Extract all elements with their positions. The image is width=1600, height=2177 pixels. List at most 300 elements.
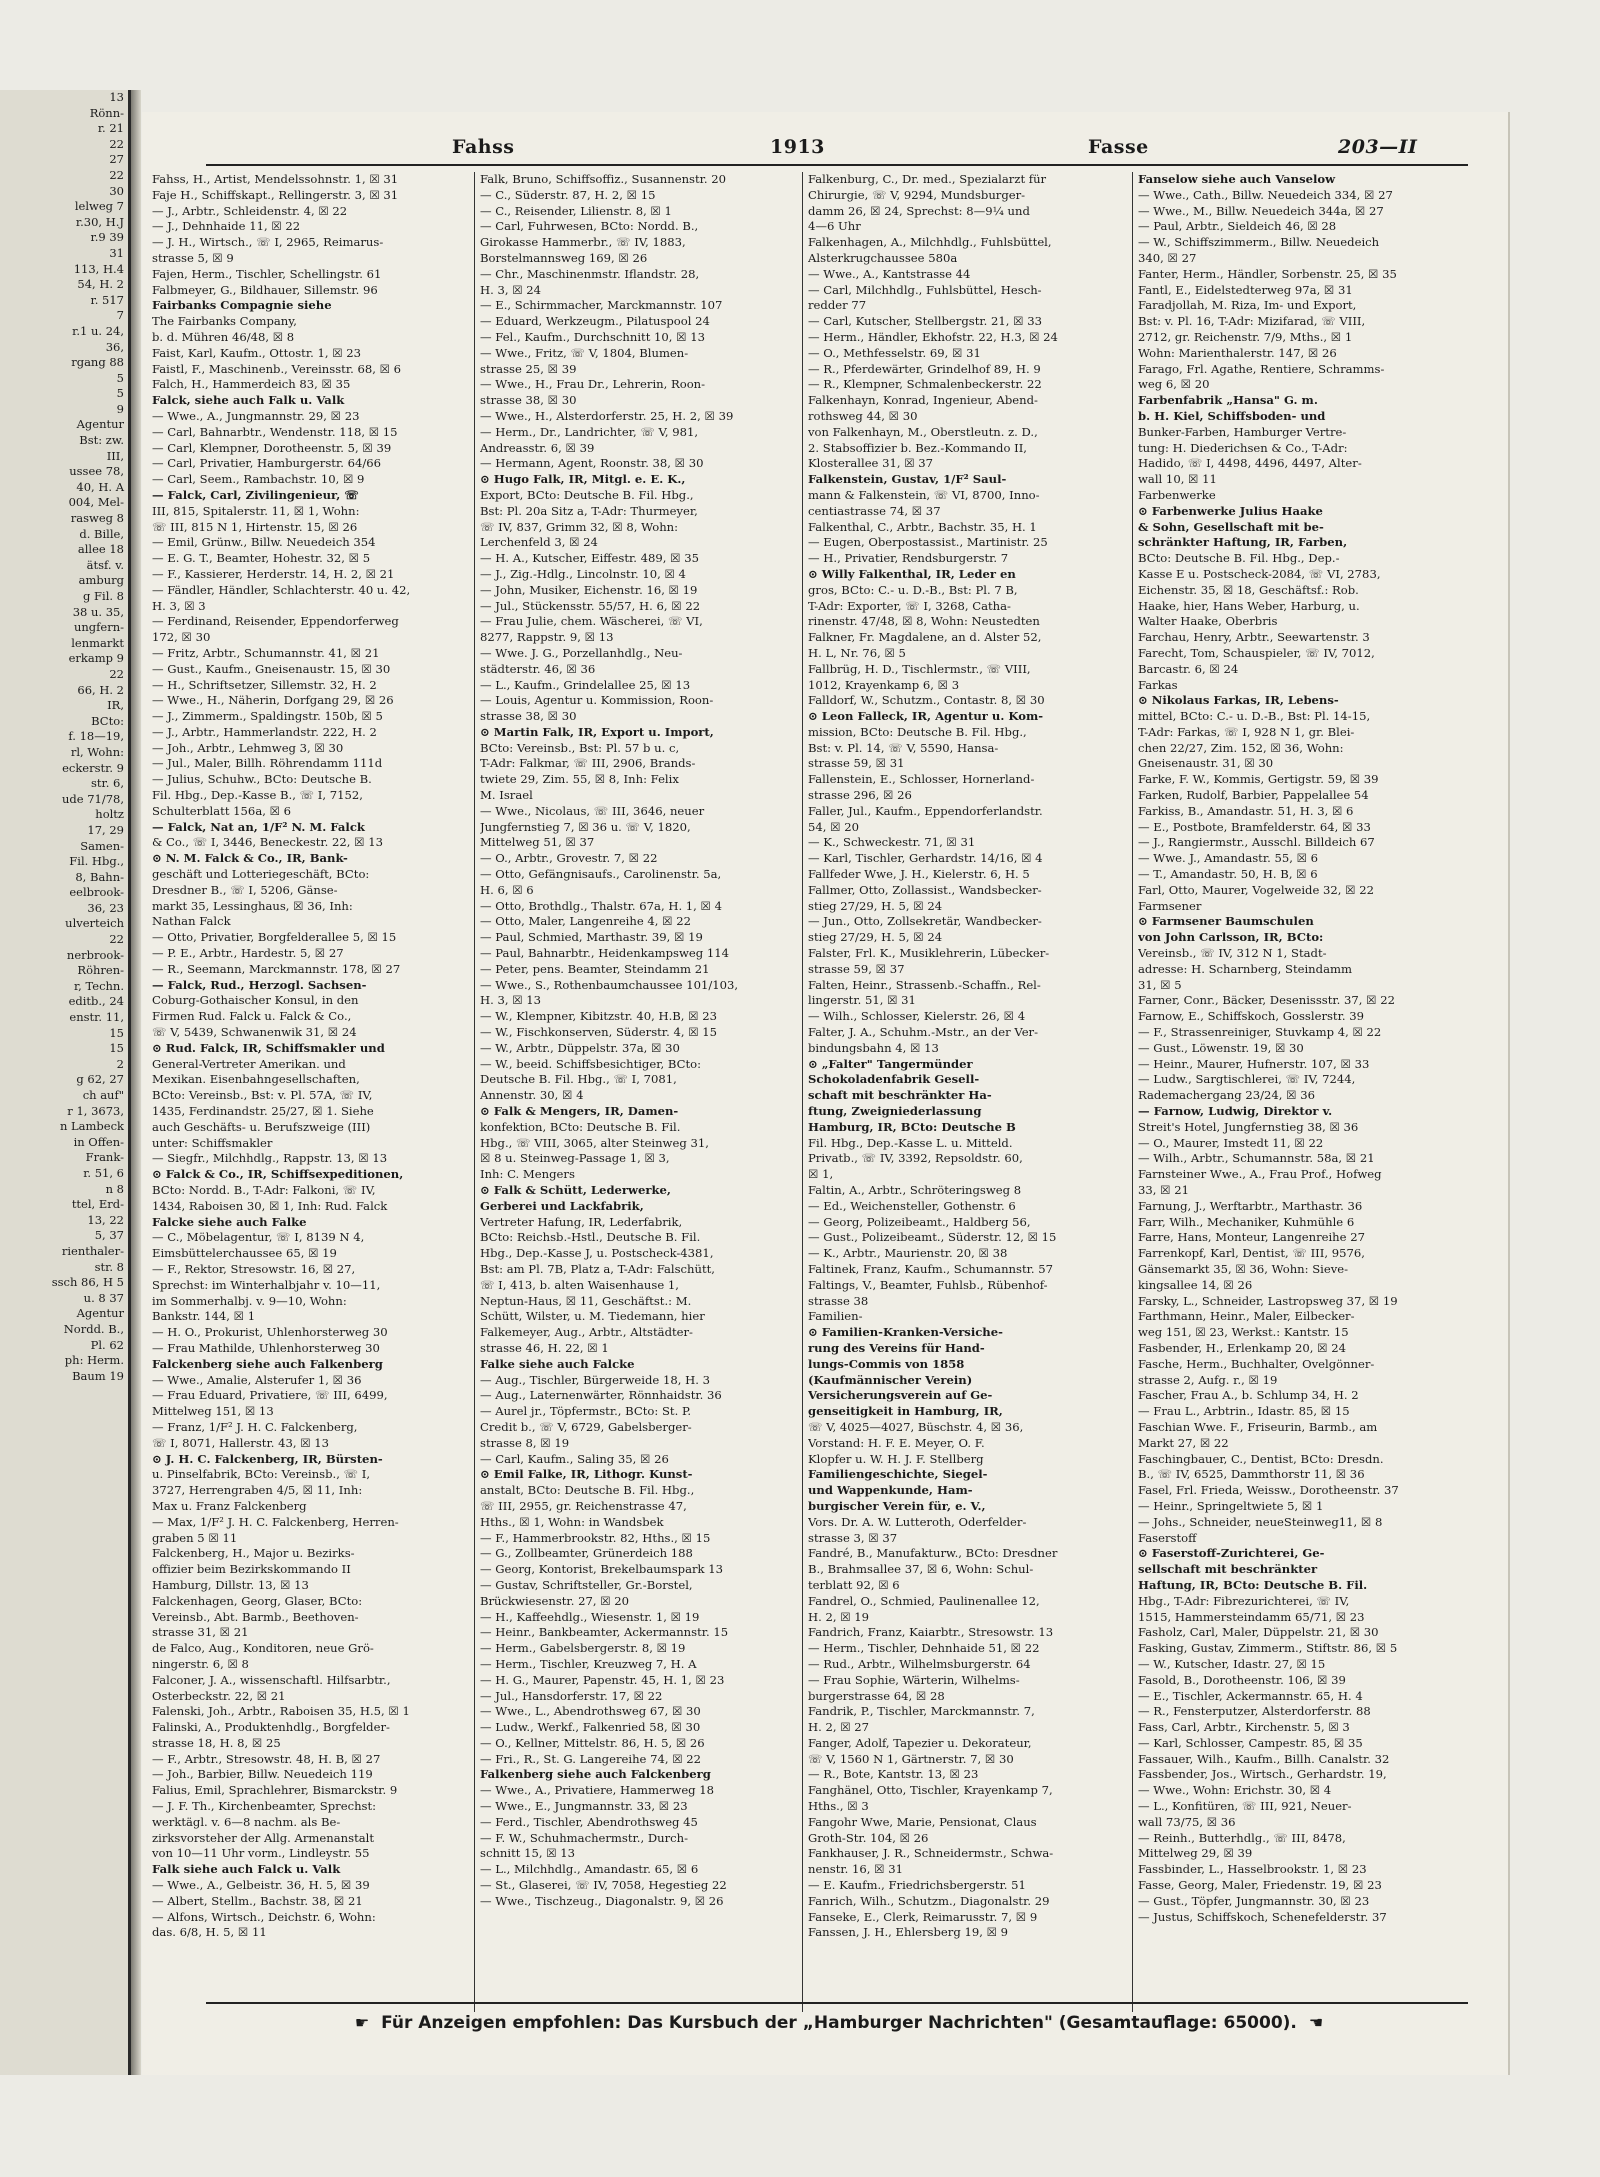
directory-entry-line: 1434, Raboisen 30, ☒ 1, Inh: Rud. Falck xyxy=(152,1198,388,1213)
directory-entry-line: — F., Rektor, Stresowstr. 16, ☒ 27, xyxy=(152,1261,356,1276)
directory-entry-line: — J. H., Wirtsch., ☏ I, 2965, Reimarus- xyxy=(152,235,384,250)
directory-entry-line: — Eugen, Oberpostassist., Martinistr. 25 xyxy=(808,535,1048,550)
directory-entry-line: H. 3, ☒ 13 xyxy=(480,993,542,1008)
directory-entry-line: Fanselow siehe auch Vanselow xyxy=(1138,172,1336,186)
left-page-fragment: r. 517 xyxy=(90,292,124,307)
directory-entry-line: Falkenhayn, Konrad, Ingenieur, Abend- xyxy=(808,393,1038,408)
directory-entry-line: Fassauer, Wilh., Kaufm., Billh. Canalstr. 32 xyxy=(1138,1751,1390,1766)
directory-entry-line: — Joh., Barbier, Billw. Neuedeich 119 xyxy=(152,1767,373,1782)
directory-entry-line: — W., Klempner, Kibitzstr. 40, H.B, ☒ 23 xyxy=(480,1009,717,1024)
directory-entry-line: markt 35, Lessinghaus, ☒ 36, Inh: xyxy=(152,898,353,913)
directory-entry-line: Hadido, ☏ I, 4498, 4496, 4497, Alter- xyxy=(1138,456,1362,471)
directory-entry-line: Streit's Hotel, Jungfernstieg 38, ☒ 36 xyxy=(1138,1119,1359,1134)
directory-entry-line: von 10—11 Uhr vorm., Lindleystr. 55 xyxy=(152,1846,370,1861)
directory-entry-line: Fanter, Herm., Händler, Sorbenstr. 25, ☒ 35 xyxy=(1138,266,1397,281)
left-page-fragment: Frank- xyxy=(85,1150,124,1165)
directory-entry-line: — Johs., Schneider, neueSteinweg11, ☒ 8 xyxy=(1138,1514,1383,1529)
directory-entry-line: Credit b., ☏ V, 6729, Gabelsberger- xyxy=(480,1419,692,1434)
directory-entry-line: — Carl, Kutscher, Stellbergstr. 21, ☒ 33 xyxy=(808,314,1042,329)
left-page-fragment: ätsf. v. xyxy=(86,557,124,572)
directory-entry-line: — Carl, Klempner, Dorotheenstr. 5, ☒ 39 xyxy=(152,440,392,455)
directory-entry-line: — Wilh., Schlosser, Kielerstr. 26, ☒ 4 xyxy=(808,1009,1026,1024)
directory-entry-line: ☒ 1, xyxy=(808,1167,834,1182)
directory-entry-line: Borstelmannsweg 169, ☒ 26 xyxy=(480,250,648,265)
left-page-fragment: Fil. Hbg., xyxy=(69,854,124,869)
directory-entry-line: ⊙ Leon Falleck, IR, Agentur u. Kom- xyxy=(808,709,1044,724)
directory-entry-line: — Wwe., Wohn: Erichstr. 30, ☒ 4 xyxy=(1138,1783,1332,1798)
directory-entry-line: ☏ V, 4025—4027, Büschstr. 4, ☒ 36, xyxy=(808,1419,1024,1434)
directory-entry-line: — F. W., Schuhmachermstr., Durch- xyxy=(480,1830,689,1845)
directory-entry-line: — Farnow, Ludwig, Direktor v. xyxy=(1138,1104,1333,1119)
directory-entry-line: strasse 31, ☒ 21 xyxy=(152,1625,249,1640)
directory-entry-line: Faller, Jul., Kaufm., Eppendorferlandstr. xyxy=(808,803,1043,818)
directory-entry-line: Markt 27, ☒ 22 xyxy=(1138,1435,1229,1450)
directory-entry-line: ⊙ „Falter" Tangermünder xyxy=(808,1056,973,1071)
directory-entry-line: twiete 29, Zim. 55, ☒ 8, Inh: Felix xyxy=(480,772,679,787)
directory-entry-line: Haftung, IR, BCto: Deutsche B. Fil. xyxy=(1138,1577,1368,1592)
directory-entry-line: — Karl, Schlosser, Campestr. 85, ☒ 35 xyxy=(1138,1735,1363,1750)
directory-entry-line: — Frau Sophie, Wärterin, Wilhelms- xyxy=(808,1672,1020,1687)
left-page-fragment: 22 xyxy=(109,167,124,182)
directory-entry-line: B., ☏ IV, 6525, Dammthorstr 11, ☒ 36 xyxy=(1138,1467,1365,1482)
header-last-entry: Fasse xyxy=(1088,136,1149,158)
directory-entry-line: — F., Arbtr., Stresowstr. 48, H. B, ☒ 27 xyxy=(152,1751,381,1766)
directory-entry-line: ⊙ Farbenwerke Julius Haake xyxy=(1138,503,1323,518)
directory-entry-line: — Fändler, Händler, Schlachterstr. 40 u. 42, xyxy=(152,582,411,597)
directory-entry-line: Eichenstr. 35, ☒ 18, Geschäftsf.: Rob. xyxy=(1138,582,1359,597)
directory-entry-line: — Otto, Gefängnisaufs., Carolinenstr. 5a, xyxy=(480,867,722,882)
directory-entry-line: — Gust., Kaufm., Gneisenaustr. 15, ☒ 30 xyxy=(152,661,391,676)
directory-entry-line: und Wappenkunde, Ham- xyxy=(808,1483,973,1498)
directory-entry-line: Fangohr Wwe, Marie, Pensionat, Claus xyxy=(808,1814,1037,1829)
directory-entry-line: — Carl, Milchhdlg., Fuhlsbüttel, Hesch- xyxy=(808,282,1042,297)
directory-entry-line: Faltin, A., Arbtr., Schröteringsweg 8 xyxy=(808,1183,1022,1197)
directory-entry-line: Falbmeyer, G., Bildhauer, Sillemstr. 96 xyxy=(152,282,378,297)
directory-entry-line: Falch, H., Hammerdeich 83, ☒ 35 xyxy=(152,377,351,392)
directory-entry-line: Fanger, Adolf, Tapezier u. Dekorateur, xyxy=(808,1735,1032,1750)
directory-entry-line: — Ludw., Sargtischlerei, ☏ IV, 7244, xyxy=(1138,1072,1356,1087)
directory-entry-line: — Wwe., H., Frau Dr., Lehrerin, Roon- xyxy=(480,377,706,392)
directory-entry-line: Farbenfabrik „Hansa" G. m. xyxy=(1138,393,1318,408)
directory-entry-line: — J., Arbtr., Hammerlandstr. 222, H. 2 xyxy=(152,724,377,739)
directory-entry-line: — J., Rangiermstr., Ausschl. Billdeich 67 xyxy=(1138,835,1375,850)
directory-entry-line: Falck, siehe auch Falk u. Valk xyxy=(152,393,345,408)
directory-entry-line: Mittelweg 29, ☒ 39 xyxy=(1138,1846,1253,1861)
directory-entry-line: strasse 8, ☒ 19 xyxy=(480,1435,570,1450)
directory-entry-line: Falter, J. A., Schuhm.-Mstr., an der Ver- xyxy=(808,1025,1039,1040)
left-page-fragment: ulverteich xyxy=(65,916,124,931)
directory-entry-line: — E. Kaufm., Friedrichsbergerstr. 51 xyxy=(808,1878,1026,1893)
directory-entry-line: — F., Kassierer, Herderstr. 14, H. 2, ☒ 21 xyxy=(152,566,395,581)
directory-entry-line: tung: H. Diederichsen & Co., T-Adr: xyxy=(1138,440,1348,455)
left-page-fragment: editb., 24 xyxy=(68,994,124,1009)
directory-entry-line: mission, BCto: Deutsche B. Fil. Hbg., xyxy=(808,724,1027,739)
directory-entry-line: Faist, Karl, Kaufm., Ottostr. 1, ☒ 23 xyxy=(152,345,362,360)
directory-entry-line: Coburg-Gothaischer Konsul, in den xyxy=(152,993,359,1008)
directory-entry-line: — Aurel jr., Töpfermstr., BCto: St. P. xyxy=(480,1404,692,1419)
directory-entry-line: damm 26, ☒ 24, Sprechst: 8—9¼ und xyxy=(808,203,1030,218)
directory-entry-line: Farkas xyxy=(1138,677,1178,692)
directory-entry-line: — Frau Eduard, Privatiere, ☏ III, 6499, xyxy=(152,1388,388,1403)
directory-entry-line: ⊙ Emil Falke, IR, Lithogr. Kunst- xyxy=(480,1467,693,1482)
directory-entry-line: Fankhauser, J. R., Schneidermstr., Schwa- xyxy=(808,1846,1054,1861)
directory-entry-line: ⊙ Faserstoff-Zurichterei, Ge- xyxy=(1138,1546,1325,1561)
directory-entry-line: Brückwiesenstr. 27, ☒ 20 xyxy=(480,1593,630,1608)
left-page-fragment: rgang 88 xyxy=(71,355,124,370)
directory-entry-line: — Otto, Brothdlg., Thalstr. 67a, H. 1, ☒ 4 xyxy=(480,898,723,913)
directory-entry-line: — Louis, Agentur u. Kommission, Roon- xyxy=(480,693,714,708)
directory-entry-line: — Reinh., Butterhdlg., ☏ III, 8478, xyxy=(1138,1830,1346,1845)
directory-entry-line: — Jul., Maler, Billh. Röhrendamm 111d xyxy=(152,756,383,771)
directory-entry-line: lingerstr. 51, ☒ 31 xyxy=(808,993,916,1008)
directory-entry-line: 172, ☒ 30 xyxy=(152,630,211,645)
directory-entry-line: Bst: v. Pl. 14, ☏ V, 5590, Hansa- xyxy=(808,740,999,755)
left-page-fragment: 5 xyxy=(116,370,124,385)
directory-entry-line: — H., Kaffeehdlg., Wiesenstr. 1, ☒ 19 xyxy=(480,1609,700,1624)
footer-rule xyxy=(206,2002,1468,2004)
directory-entry-line: Hbg., Dep.-Kasse J, u. Postscheck-4381, xyxy=(480,1246,714,1261)
directory-entry-line: ⊙ Falk & Mengers, IR, Damen- xyxy=(480,1104,679,1119)
directory-entry-line: u. Pinselfabrik, BCto: Vereinsb., ☏ I, xyxy=(152,1467,371,1482)
directory-entry-line: chen 22/27, Zim. 152, ☒ 36, Wohn: xyxy=(1138,740,1344,755)
directory-entry-line: — O., Kellner, Mittelstr. 86, H. 5, ☒ 26 xyxy=(480,1735,705,1750)
directory-entry-line: General-Vertreter Amerikan. und xyxy=(152,1056,346,1071)
directory-entry-line: zirksvorsteher der Allg. Armenanstalt xyxy=(152,1830,375,1845)
directory-entry-line: Falcke siehe auch Falke xyxy=(152,1214,307,1229)
directory-entry-line: Fasbender, H., Erlenkamp 20, ☒ 24 xyxy=(1138,1340,1346,1355)
directory-entry-line: Fairbanks Compagnie siehe xyxy=(152,298,332,313)
directory-entry-line: Girokasse Hammerbr., ☏ IV, 1883, xyxy=(480,235,686,250)
directory-entry-line: 2712, gr. Reichenstr. 7/9, Mths., ☒ 1 xyxy=(1138,329,1353,344)
directory-entry-line: Fallenstein, E., Schlosser, Hornerland- xyxy=(808,772,1035,787)
left-page-fragment: 2 xyxy=(116,1056,124,1071)
directory-entry-line: anstalt, BCto: Deutsche B. Fil. Hbg., xyxy=(480,1483,695,1498)
directory-entry-line: weg 6, ☒ 20 xyxy=(1138,377,1210,392)
directory-entry-line: Fandrel, O., Schmied, Paulinenallee 12, xyxy=(808,1593,1040,1608)
left-page-fragment: ch auf" xyxy=(82,1088,124,1102)
directory-entry-line: Mittelweg 151, ☒ 13 xyxy=(152,1404,274,1419)
directory-entry-line: b. d. Mühren 46/48, ☒ 8 xyxy=(152,329,295,344)
left-page-fragment: 27 xyxy=(109,152,124,167)
directory-entry-line: städterstr. 46, ☒ 36 xyxy=(480,661,596,676)
directory-entry-line: Falius, Emil, Sprachlehrer, Bismarckstr. 9 xyxy=(152,1783,398,1798)
directory-entry-line: — R., Seemann, Marckmannstr. 178, ☒ 27 xyxy=(152,961,401,976)
directory-entry-line: — E., Tischler, Ackermannstr. 65, H. 4 xyxy=(1138,1688,1363,1703)
directory-entry-line: — Gust., Löwenstr. 19, ☒ 30 xyxy=(1138,1040,1304,1055)
directory-entry-line: Gneisenaustr. 31, ☒ 30 xyxy=(1138,756,1274,771)
directory-entry-line: Sprechst: im Winterhalbjahr v. 10—11, xyxy=(152,1277,381,1292)
directory-entry-line: Alsterkrugchaussee 580a xyxy=(808,250,958,265)
directory-entry-line: adresse: H. Scharnberg, Steindamm xyxy=(1138,961,1352,976)
left-page-fragment: 22 xyxy=(109,136,124,151)
directory-entry-line: ⊙ N. M. Falck & Co., IR, Bank- xyxy=(152,851,348,866)
left-page-fragment: amburg xyxy=(78,573,124,588)
left-page-fragment: in Offen- xyxy=(73,1134,124,1149)
directory-entry-line: — Fri., R., St. G. Langereihe 74, ☒ 22 xyxy=(480,1751,702,1766)
directory-entry-line: — Otto, Privatier, Borgfelderallee 5, ☒ 15 xyxy=(152,930,397,945)
left-page-fragment: nerbrook- xyxy=(66,947,124,962)
directory-entry-line: strasse 38 xyxy=(808,1293,869,1308)
directory-entry-line: Farthmann, Heinr., Maler, Eilbecker- xyxy=(1138,1309,1355,1324)
directory-entry-line: ☏ I, 8071, Hallerstr. 43, ☒ 13 xyxy=(152,1435,330,1450)
left-page-fragment: rasweg 8 xyxy=(70,511,124,526)
directory-entry-line: (Kaufmännischer Verein) xyxy=(808,1372,973,1387)
directory-entry-line: — Wilh., Arbtr., Schumannstr. 58a, ☒ 21 xyxy=(1138,1151,1375,1166)
directory-entry-line: Hbg., ☏ VIII, 3065, alter Steinweg 31, xyxy=(480,1135,709,1150)
directory-entry-line: — Aug., Laternenwärter, Rönnhaidstr. 36 xyxy=(480,1388,722,1403)
directory-entry-line: 8277, Rappstr. 9, ☒ 13 xyxy=(480,630,614,645)
left-page-fragment: 113, H.4 xyxy=(73,261,124,276)
page-footer xyxy=(214,2008,1464,2038)
left-page-fragment: 31 xyxy=(109,245,124,260)
directory-page xyxy=(142,112,1508,2075)
directory-entry-line: — Wwe., Tischzeug., Diagonalstr. 9, ☒ 26 xyxy=(480,1893,724,1908)
page-header xyxy=(208,136,1508,172)
directory-entry-line: — Jul., Stückensstr. 55/57, H. 6, ☒ 22 xyxy=(480,598,701,613)
directory-entry-line: Farr, Wilh., Mechaniker, Kuhmühle 6 xyxy=(1138,1214,1355,1229)
directory-entry-line: — H. O., Prokurist, Uhlenhorsterweg 30 xyxy=(152,1325,388,1340)
directory-entry-line: BCto: Nordd. B., T-Adr: Falkoni, ☏ IV, xyxy=(152,1183,376,1197)
left-page-fragment: ussee 78, xyxy=(69,464,124,479)
directory-entry-line: Fanrich, Wilh., Schutzm., Diagonalstr. 29 xyxy=(808,1893,1050,1908)
directory-entry-line: Fascher, Frau A., b. Schlump 34, H. 2 xyxy=(1138,1388,1359,1403)
directory-entry-line: gros, BCto: C.- u. D.-B., Bst: Pl. 7 B, xyxy=(808,582,1018,597)
column-divider xyxy=(802,172,803,2012)
directory-entry-line: Falkner, Fr. Magdalene, an d. Alster 52, xyxy=(808,630,1042,645)
directory-entry-line: unter: Schiffsmakler xyxy=(152,1135,273,1150)
directory-entry-line: Fandré, B., Manufakturw., BCto: Dresdner xyxy=(808,1546,1058,1561)
directory-entry-line: Osterbeckstr. 22, ☒ 21 xyxy=(152,1688,286,1703)
directory-entry-line: H. L, Nr. 76, ☒ 5 xyxy=(808,645,906,660)
directory-entry-line: — L., Milchhdlg., Amandastr. 65, ☒ 6 xyxy=(480,1862,699,1877)
directory-entry-line: Fass, Carl, Arbtr., Kirchenstr. 5, ☒ 3 xyxy=(1138,1720,1350,1735)
directory-entry-line: 3727, Herrengraben 4/5, ☒ 11, Inh: xyxy=(152,1483,363,1498)
left-page-fragment: u. 8 37 xyxy=(83,1290,124,1305)
directory-entry-line: — Frau Julie, chem. Wäscherei, ☏ VI, xyxy=(480,614,703,629)
directory-entry-line: nenstr. 16, ☒ 31 xyxy=(808,1862,903,1877)
directory-entry-line: — E., Schirmmacher, Marckmannstr. 107 xyxy=(480,298,723,313)
directory-entry-line: — C., Süderstr. 87, H. 2, ☒ 15 xyxy=(480,187,656,202)
directory-entry-line: ☏ V, 1560 N 1, Gärtnerstr. 7, ☒ 30 xyxy=(808,1751,1014,1766)
directory-entry-line: — Herm., Tischler, Kreuzweg 7, H. A xyxy=(480,1656,697,1671)
directory-entry-line: — Paul, Schmied, Marthastr. 39, ☒ 19 xyxy=(480,930,703,945)
directory-entry-line: Hbg., T-Adr: Fibrezurichterei, ☏ IV, xyxy=(1138,1593,1350,1608)
directory-entry-line: — Wwe., Amalie, Alsterufer 1, ☒ 36 xyxy=(152,1372,362,1387)
directory-entry-line: — Heinr., Maurer, Hufnerstr. 107, ☒ 33 xyxy=(1138,1056,1370,1071)
directory-entry-line: Vorstand: H. F. E. Meyer, O. F. xyxy=(808,1435,985,1450)
directory-entry-line: T-Adr: Farkas, ☏ I, 928 N 1, gr. Blei- xyxy=(1138,724,1355,739)
directory-entry-line: Fallmer, Otto, Zollassist., Wandsbecker- xyxy=(808,882,1042,897)
directory-entry-line: — Otto, Maler, Langenreihe 4, ☒ 22 xyxy=(480,914,691,929)
directory-entry-line: Fasse, Georg, Maler, Friedenstr. 19, ☒ 23 xyxy=(1138,1878,1382,1893)
directory-entry-line: Hamburg, IR, BCto: Deutsche B xyxy=(808,1119,1016,1134)
directory-entry-line: Falckenhagen, Georg, Glaser, BCto: xyxy=(152,1593,363,1608)
left-page-fragment: Nordd. B., xyxy=(63,1321,124,1336)
directory-entry-line: — K., Schweckestr. 71, ☒ 31 xyxy=(808,835,976,850)
directory-entry-line: Falkenstein, Gustav, 1/F² Saul- xyxy=(808,472,1007,487)
directory-entry-line: Falke siehe auch Falcke xyxy=(480,1356,635,1371)
directory-entry-line: schränkter Haftung, IR, Farben, xyxy=(1138,535,1348,550)
left-page-fragment: 15 xyxy=(109,1041,124,1056)
directory-entry-line: — J. F. Th., Kirchenbeamter, Sprechst: xyxy=(152,1799,377,1814)
left-page-fragment: r, Techn. xyxy=(73,978,124,993)
directory-entry-line: — R., Fensterputzer, Alsterdorferstr. 88 xyxy=(1138,1704,1371,1719)
directory-entry-line: Andreasstr. 6, ☒ 39 xyxy=(480,440,595,455)
directory-entry-line: — Wwe., E., Jungmannstr. 33, ☒ 23 xyxy=(480,1799,688,1814)
directory-entry-line: H. 3, ☒ 24 xyxy=(480,282,542,297)
directory-entry-line: Fil. Hbg., Dep.-Kasse B., ☏ I, 7152, xyxy=(152,788,363,803)
directory-entry-line: — W., Fischkonserven, Süderstr. 4, ☒ 15 xyxy=(480,1025,718,1040)
directory-entry-line: — Ferd., Tischler, Abendrothsweg 45 xyxy=(480,1814,698,1829)
directory-entry-line: strasse 25, ☒ 39 xyxy=(480,361,577,376)
directory-entry-line: — E. G. T., Beamter, Hohestr. 32, ☒ 5 xyxy=(152,551,371,566)
entries-column-2 xyxy=(480,172,798,2022)
directory-entry-line: 2. Stabsoffizier b. Bez.-Kommando II, xyxy=(808,440,1027,455)
left-page-fragment: r 1, 3673, xyxy=(67,1103,124,1118)
directory-entry-line: strasse 5, ☒ 9 xyxy=(152,250,234,265)
directory-entry-line: schnitt 15, ☒ 13 xyxy=(480,1846,576,1861)
entries-column-4 xyxy=(1138,172,1462,2022)
left-page-fragment: lenmarkt xyxy=(71,635,124,650)
directory-entry-line: das. 6/8, H. 5, ☒ 11 xyxy=(152,1925,267,1940)
directory-entry-line: — Justus, Schiffskoch, Schenefelderstr. 37 xyxy=(1138,1909,1387,1924)
directory-entry-line: Versicherungsverein auf Ge- xyxy=(808,1388,993,1403)
page-number: 203—II xyxy=(1338,136,1418,158)
directory-entry-line: — W., Schiffszimmerm., Billw. Neuedeich xyxy=(1138,235,1380,250)
directory-entry-line: Klosterallee 31, ☒ 37 xyxy=(808,456,934,471)
directory-entry-line: ⊙ Hugo Falk, IR, Mitgl. e. E. K., xyxy=(480,472,686,487)
left-page-fragment: r.30, H.J xyxy=(75,214,124,229)
directory-entry-line: burgischer Verein für, e. V., xyxy=(808,1498,986,1513)
left-page-fragment: Agentur xyxy=(76,1306,124,1321)
directory-entry-line: Farken, Rudolf, Barbier, Pappelallee 54 xyxy=(1138,788,1369,803)
directory-entry-line: Fasel, Frl. Frieda, Weissw., Dorotheenstr. 37 xyxy=(1138,1483,1399,1498)
directory-entry-line: — J., Dehnhaide 11, ☒ 22 xyxy=(152,219,301,234)
directory-entry-line: Neptun-Haus, ☒ 11, Geschäftst.: M. xyxy=(480,1293,692,1308)
directory-entry-line: Farke, F. W., Kommis, Gertigstr. 59, ☒ 39 xyxy=(1138,772,1379,787)
directory-entry-line: strasse 3, ☒ 37 xyxy=(808,1530,898,1545)
directory-entry-line: — Georg, Polizeibeamt., Haldberg 56, xyxy=(808,1214,1031,1229)
directory-entry-line: 54, ☒ 20 xyxy=(808,819,859,834)
left-page-fragment: 36, 23 xyxy=(87,900,124,915)
left-page-fragment: 17, 29 xyxy=(87,822,124,837)
directory-entry-line: — H. A., Kutscher, Eiffestr. 489, ☒ 35 xyxy=(480,551,699,566)
directory-entry-line: — Rud., Arbtr., Wilhelmsburgerstr. 64 xyxy=(808,1656,1031,1671)
left-page-fragment: r. 21 xyxy=(97,121,124,136)
directory-entry-line: Falldorf, W., Schutzm., Contastr. 8, ☒ 30 xyxy=(808,693,1045,708)
directory-entry-line: Fil. Hbg., Dep.-Kasse L. u. Mitteld. xyxy=(808,1135,1013,1150)
page-gutter xyxy=(131,90,141,2075)
directory-entry-line: Eimsbüttelerchaussee 65, ☒ 19 xyxy=(152,1246,337,1261)
directory-entry-line: Fandrich, Franz, Kaiarbtr., Stresowstr. 13 xyxy=(808,1625,1054,1640)
header-rule xyxy=(206,164,1468,166)
directory-entry-line: Farre, Hans, Monteur, Langenreihe 27 xyxy=(1138,1230,1365,1245)
directory-entry-line: Export, BCto: Deutsche B. Fil. Hbg., xyxy=(480,487,694,502)
left-page-fragment: g Fil. 8 xyxy=(83,589,124,603)
directory-entry-line: Farner, Conr., Bäcker, Desenissstr. 37, ☒ 22 xyxy=(1138,993,1396,1008)
directory-entry-line: Farrenkopf, Karl, Dentist, ☏ III, 9576, xyxy=(1138,1246,1365,1261)
directory-entry-line: ⊙ Falk & Schütt, Lederwerke, xyxy=(480,1183,671,1197)
directory-entry-line: — Carl, Privatier, Hamburgerstr. 64/66 xyxy=(152,456,381,471)
directory-entry-line: — Wwe., A., Kantstrasse 44 xyxy=(808,266,971,281)
directory-entry-line: mittel, BCto: C.- u. D.-B., Bst: Pl. 14-15, xyxy=(1138,709,1371,724)
directory-entry-line: Klopfer u. W. H. J. F. Stellberg xyxy=(808,1451,984,1466)
directory-entry-line: Farsky, L., Schneider, Lastropsweg 37, ☒ 19 xyxy=(1138,1293,1398,1308)
directory-entry-line: Faltings, V., Beamter, Fuhlsb., Rübenhof- xyxy=(808,1277,1048,1292)
directory-entry-line: b. H. Kiel, Schiffsboden- und xyxy=(1138,408,1326,423)
left-page-fragment: eelbrook- xyxy=(69,885,124,900)
directory-entry-line: Mittelweg 51, ☒ 37 xyxy=(480,835,595,850)
directory-entry-line: terblatt 92, ☒ 6 xyxy=(808,1577,900,1592)
left-page-fragment: 9 xyxy=(116,401,124,416)
left-page-fragment: Samen- xyxy=(80,838,124,853)
directory-entry-line: Falinski, A., Produktenhdlg., Borgfelder- xyxy=(152,1720,390,1735)
header-first-entry: Fahss xyxy=(452,136,515,158)
directory-entry-line: B., Brahmsallee 37, ☒ 6, Wohn: Schul- xyxy=(808,1562,1034,1577)
directory-entry-line: rung des Vereins für Hand- xyxy=(808,1340,985,1355)
directory-entry-line: im Sommerhalbj. v. 9—10, Wohn: xyxy=(152,1293,347,1308)
directory-entry-line: stieg 27/29, H. 5, ☒ 24 xyxy=(808,930,943,945)
directory-entry-line: Fallfeder Wwe, J. H., Kielerstr. 6, H. 5 xyxy=(808,867,1030,882)
directory-entry-line: H. 3, ☒ 3 xyxy=(152,598,206,613)
directory-entry-line: Farnung, J., Werftarbtr., Marthastr. 36 xyxy=(1138,1198,1363,1213)
directory-entry-line: — Wwe., M., Billw. Neuedeich 344a, ☒ 27 xyxy=(1138,203,1384,218)
directory-entry-line: Firmen Rud. Falck u. Falck & Co., xyxy=(152,1009,352,1024)
directory-entry-line: — Emil, Grünw., Billw. Neuedeich 354 xyxy=(152,535,376,550)
left-page-fragment: IR, xyxy=(107,698,124,713)
directory-entry-line: Falenski, Joh., Arbtr., Raboisen 35, H.5, ☒ 1 xyxy=(152,1704,410,1719)
directory-entry-line: Falkenhagen, A., Milchhdlg., Fuhlsbüttel, xyxy=(808,235,1052,250)
directory-entry-line: 1435, Ferdinandstr. 25/27, ☒ 1. Siehe xyxy=(152,1104,374,1119)
directory-entry-line: Farl, Otto, Maurer, Vogelweide 32, ☒ 22 xyxy=(1138,882,1374,897)
directory-entry-line: Falkenthal, C., Arbtr., Bachstr. 35, H. 1 xyxy=(808,519,1037,534)
directory-entry-line: — Julius, Schuhw., BCto: Deutsche B. xyxy=(152,772,372,787)
directory-entry-line: 31, ☒ 5 xyxy=(1138,977,1182,992)
directory-entry-line: — Falck, Rud., Herzogl. Sachsen- xyxy=(152,977,367,992)
directory-entry-line: Farkiss, B., Amandastr. 51, H. 3, ☒ 6 xyxy=(1138,803,1354,818)
directory-entry-line: strasse 59, ☒ 31 xyxy=(808,756,905,771)
directory-entry-line: — Fel., Kaufm., Durchschnitt 10, ☒ 13 xyxy=(480,329,706,344)
entries-column-3 xyxy=(808,172,1128,2022)
directory-entry-line: — R., Klempner, Schmalenbeckerstr. 22 xyxy=(808,377,1042,392)
left-page-fragment: r. 51, 6 xyxy=(83,1165,124,1180)
directory-entry-line: — R., Bote, Kantstr. 13, ☒ 23 xyxy=(808,1767,979,1782)
directory-entry-line: — Herm., Tischler, Dehnhaide 51, ☒ 22 xyxy=(808,1641,1040,1656)
left-page-fragment: ph: Herm. xyxy=(64,1353,124,1368)
directory-entry-line: burgerstrasse 64, ☒ 28 xyxy=(808,1688,945,1703)
left-page-fragment: holtz xyxy=(95,807,124,822)
directory-entry-line: Farnow, E., Schiffskoch, Gosslerstr. 39 xyxy=(1138,1009,1364,1024)
left-page-fragment: ssch 86, H 5 xyxy=(51,1275,124,1290)
directory-entry-line: schaft mit beschränkter Ha- xyxy=(808,1088,992,1103)
directory-entry-line: — Ludw., Werkf., Falkenried 58, ☒ 30 xyxy=(480,1720,701,1735)
directory-entry-line: Groth-Str. 104, ☒ 26 xyxy=(808,1830,929,1845)
directory-entry-line: — Franz, 1/F² J. H. C. Falckenberg, xyxy=(152,1419,358,1434)
directory-entry-line: — St., Glaserei, ☏ IV, 7058, Hegestieg 22 xyxy=(480,1878,727,1893)
directory-entry-line: Gänsemarkt 35, ☒ 36, Wohn: Sieve- xyxy=(1138,1261,1349,1276)
directory-entry-line: Falten, Heinr., Strassenb.-Schaffn., Rel- xyxy=(808,977,1041,992)
directory-entry-line: — Frau Mathilde, Uhlenhorsterweg 30 xyxy=(152,1340,380,1355)
left-page-fragment: 22 xyxy=(109,666,124,681)
directory-entry-line: redder 77 xyxy=(808,298,867,313)
directory-entry-line: — W., Arbtr., Düppelstr. 37a, ☒ 30 xyxy=(480,1040,680,1055)
directory-entry-line: — O., Arbtr., Grovestr. 7, ☒ 22 xyxy=(480,851,658,866)
directory-entry-line: — J., Arbtr., Schleidenstr. 4, ☒ 22 xyxy=(152,203,348,218)
directory-entry-line: — E., Postbote, Bramfelderstr. 64, ☒ 33 xyxy=(1138,819,1371,834)
directory-entry-line: Falkenberg siehe auch Falckenberg xyxy=(480,1767,711,1782)
directory-entry-line: ⊙ J. H. C. Falckenberg, IR, Bürsten- xyxy=(152,1451,383,1466)
directory-entry-line: — Ed., Weichensteller, Gothenstr. 6 xyxy=(808,1198,1016,1213)
